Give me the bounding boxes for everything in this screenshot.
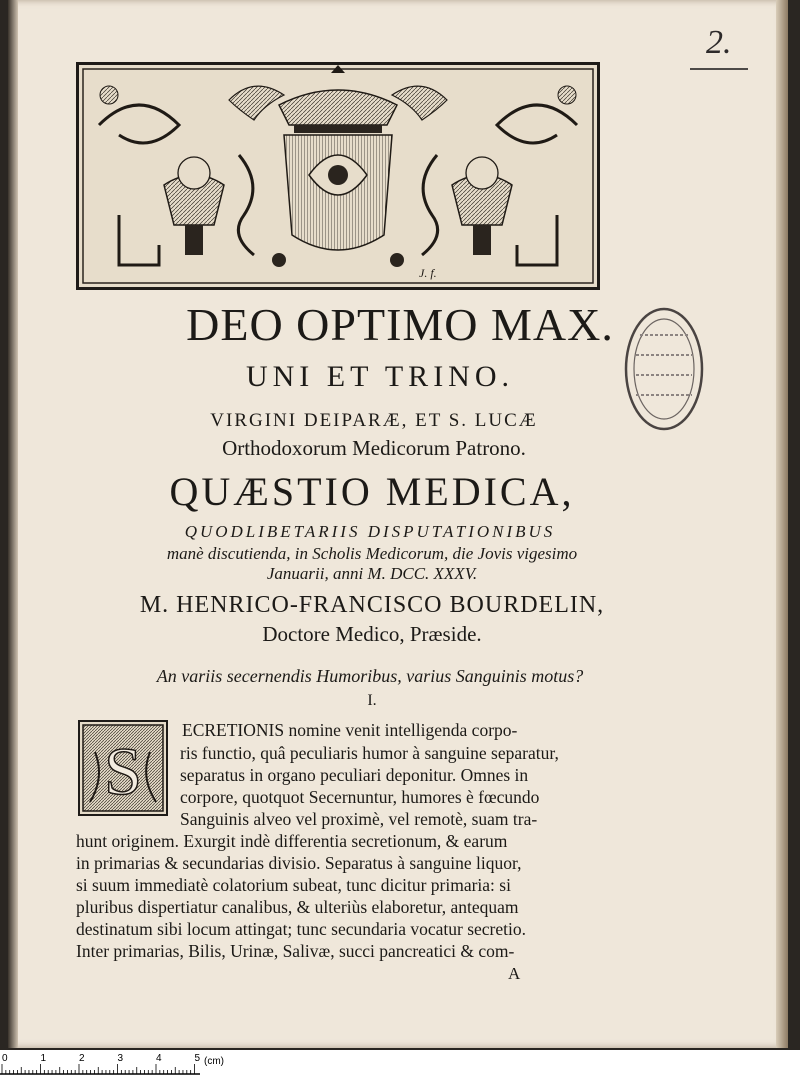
title-quodlibetariis: QUODLIBETARIIS DISPUTATIONIBUS	[184, 522, 556, 541]
dropcap-letter: S	[104, 733, 142, 809]
body-line-2: ris functio, quâ peculiaris humor à sanguine separatur,	[180, 743, 559, 763]
body-line-6: hunt originem. Exurgit indè differentia secretionum, & earum	[76, 831, 508, 851]
headpiece-engraving	[79, 65, 597, 287]
bird-left	[229, 86, 284, 120]
question-heading: An variis secernendis Humoribus, varius Sanguinis motus?	[156, 666, 584, 686]
body-line-1: ECRETIONIS nomine venit intelligenda corpo-	[182, 720, 518, 740]
title-virgini-deiparae: VIRGINI DEIPARÆ, ET S. LUCÆ	[210, 410, 538, 431]
title-doctore-medico: Doctore Medico, Præside.	[262, 622, 482, 646]
ornamental-headpiece	[76, 62, 600, 290]
ruler-label: 5	[194, 1053, 201, 1064]
title-uni-et-trino: UNI ET TRINO.	[245, 360, 515, 393]
signature-mark: A	[508, 964, 521, 983]
ruler-label: 3	[117, 1053, 124, 1064]
central-pavilion-ornament	[279, 65, 397, 250]
body-line-5: Sanguinis alveo vel proximè, vel remotè, suam tra-	[180, 809, 538, 829]
urn-right	[452, 157, 512, 255]
title-mane-discutienda: manè discutienda, in Scholis Medicorum, die Jovis vigesimo	[166, 544, 578, 563]
bird-right	[392, 86, 447, 120]
ruler-label: 1	[40, 1053, 47, 1064]
handwritten-page-number: 2.	[706, 24, 732, 61]
page-edge	[776, 0, 788, 1048]
decorated-initial	[78, 720, 168, 816]
title-date: Januarii, anni M. DCC. XXXV.	[266, 564, 478, 583]
scale-ruler	[0, 1050, 800, 1082]
ruler-label: 2	[79, 1053, 85, 1064]
body-line-10: destinatum sibi locum attingat; tunc secundaria vocatur secretio.	[76, 919, 527, 939]
urn-left	[164, 157, 224, 255]
title-quaestio-medica: QUÆSTIO MEDICA,	[169, 469, 575, 514]
title-praeses-name: M. HENRICO-FRANCISCO BOURDELIN,	[139, 592, 605, 618]
body-line-3: separatus in organo peculiari deponitur. Omnes in	[180, 765, 529, 785]
title-orthodoxorum: Orthodoxorum Medicorum Patrono.	[222, 436, 526, 460]
ruler-label: 0	[2, 1053, 8, 1064]
section-number: I.	[367, 692, 377, 709]
body-line-4: corpore, quotquot Secernuntur, humores è fœcundo	[180, 787, 540, 807]
body-line-7: in primarias & secundarias divisio. Separatus à sanguine liquor,	[76, 853, 522, 873]
page-number-underline	[690, 68, 748, 70]
body-line-11: Inter primarias, Bilis, Urinæ, Salivæ, succi pancreatici & com-	[76, 941, 515, 961]
ruler-unit-label: (cm)	[204, 1056, 224, 1067]
title-deo-optimo: DEO OPTIMO MAX.	[186, 299, 614, 350]
body-line-9: pluribus dispertiatur canalibus, & ulteriùs elaboretur, antequam	[76, 897, 519, 917]
body-line-8: si suum immediatè colatorium subeat, tunc dicitur primaria: si	[76, 875, 511, 895]
ruler-graphic	[0, 1050, 800, 1082]
engraver-initials: J. f.	[419, 266, 437, 280]
ruler-label: 4	[156, 1053, 162, 1064]
